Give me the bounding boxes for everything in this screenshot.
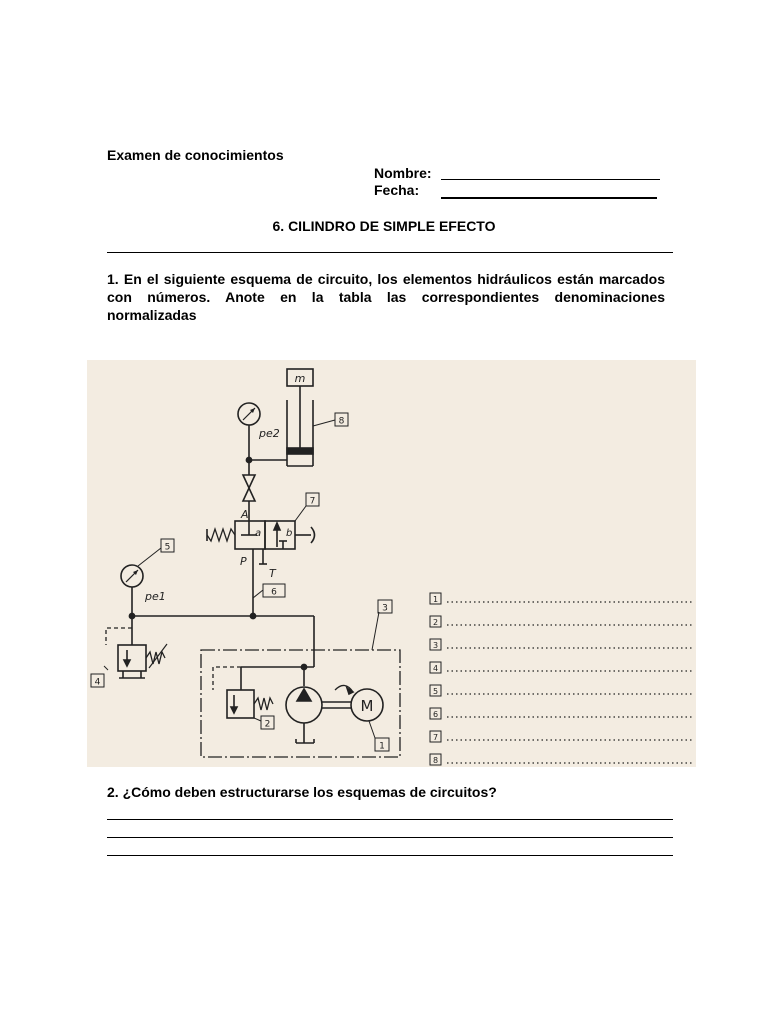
- table-number: 7: [432, 733, 439, 742]
- throttle-top: [243, 475, 255, 488]
- pe1-label: pe1: [145, 590, 166, 603]
- table-number: 2: [432, 618, 439, 627]
- table-number: 3: [432, 641, 439, 650]
- motor-label: M: [360, 697, 374, 715]
- answer-line-3[interactable]: [107, 855, 673, 856]
- hydraulic-circuit-figure: [87, 360, 696, 767]
- valve-spring: [207, 529, 235, 541]
- port-a-label: A: [241, 508, 249, 521]
- relief-valve-2: [227, 690, 254, 718]
- answer-line-2[interactable]: [107, 837, 673, 838]
- section-title: 6. CILINDRO DE SIMPLE EFECTO: [272, 218, 496, 234]
- mass-label: m: [294, 372, 306, 385]
- date-label: Fecha:: [374, 182, 420, 198]
- callout-7: 7: [309, 496, 316, 507]
- callout-1: 1: [379, 741, 385, 752]
- answer-line-1[interactable]: [107, 819, 673, 820]
- throttle-bottom: [243, 488, 255, 501]
- divider: [107, 252, 673, 253]
- table-number: 1: [432, 595, 439, 604]
- answer-table: [430, 593, 693, 765]
- question-2: 2. ¿Cómo deben estructurarse los esquemas de circuitos?: [107, 784, 497, 800]
- callout-2: 2: [264, 719, 271, 730]
- pos-b-label: b: [286, 528, 293, 539]
- relief-valve-4: [118, 645, 146, 671]
- date-field-line[interactable]: [441, 197, 657, 199]
- valve-pushbutton: [311, 527, 315, 543]
- name-label: Nombre:: [374, 165, 432, 181]
- piston: [287, 448, 313, 454]
- table-number: 5: [432, 687, 439, 696]
- table-number: 4: [432, 664, 439, 673]
- table-number: 6: [432, 710, 439, 719]
- table-number: 8: [432, 756, 439, 765]
- callout-4: 4: [94, 677, 101, 688]
- exam-title: Examen de conocimientos: [107, 147, 284, 163]
- callout-3: 3: [382, 603, 388, 614]
- pe2-label: pe2: [259, 427, 280, 440]
- callout-5: 5: [164, 542, 171, 553]
- question-1: 1. En el siguiente esquema de circuito, los elementos hidráulicos están marcados con números. Anote en la tabla las correspondientes denominaciones normalizadas: [107, 271, 665, 323]
- circuit-diagram: [87, 360, 696, 767]
- pos-a-label: a: [255, 528, 262, 539]
- name-field-line[interactable]: [441, 179, 660, 180]
- port-t-label: T: [269, 567, 276, 580]
- port-p-label: P: [240, 555, 247, 568]
- callout-6: 6: [271, 587, 277, 598]
- callout-8: 8: [338, 416, 345, 427]
